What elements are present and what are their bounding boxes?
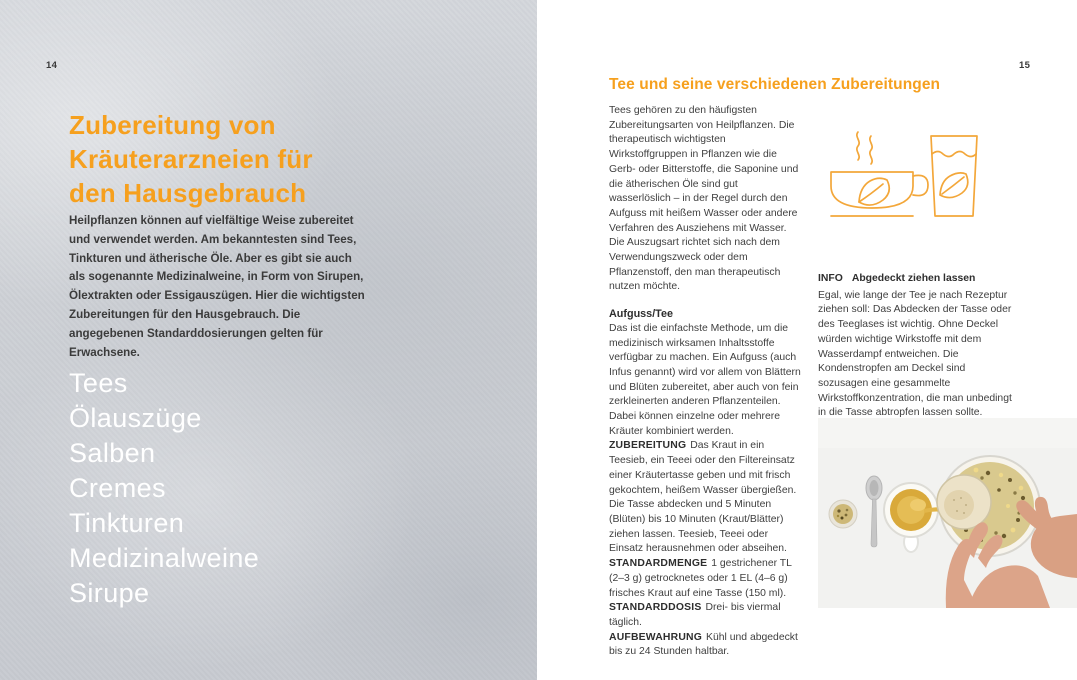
zubereitung-text: Das Kraut in ein Teesieb, ein Teeei oder den Filtereinsatz einer Kräutertasse geben und mit frisch gekochtem, heißem Wasser übergießen. Die Tasse abdecken und 5 Minuten (Blüten) bis 10 Minuten (Kraut/Blätter) ziehen lassen. Teesieb, Teeei oder Einsatz herausnehmen oder abseihen. bbox=[609, 440, 797, 555]
list-item-tees: Tees bbox=[69, 368, 128, 398]
tea-pouring-illustration bbox=[818, 418, 1077, 608]
page-number-right: 15 bbox=[1019, 60, 1031, 71]
chapter-title bbox=[69, 108, 313, 210]
list-item-medizinalweine: Medizinalweine bbox=[69, 543, 260, 573]
standardmenge-text: 1 gestrichener TL (2–3 g) getrocknetes oder 1 EL (4–6 g) frisches Kraut auf eine Tasse (150 ml). bbox=[609, 558, 792, 599]
teacup-and-glass-illustration bbox=[827, 128, 983, 238]
info-heading: Abgedeckt ziehen lassen bbox=[851, 273, 976, 284]
standarddosis-label: STANDARDDOSIS bbox=[609, 602, 702, 614]
info-label: INFO bbox=[818, 273, 843, 284]
photo-tea-pouring bbox=[818, 418, 1077, 608]
info-heading-row bbox=[818, 272, 1018, 287]
herb-cup bbox=[829, 500, 857, 528]
standardmenge-run bbox=[609, 557, 801, 601]
right-page bbox=[537, 0, 1077, 680]
zubereitung-label: ZUBEREITUNG bbox=[609, 440, 687, 452]
chapter-intro: Heilpflanzen können auf vielfältige Weise zubereitet und verwendet werden. Am bekanntesten sind Tees, Tinkturen und ätherische Öle. Aber es gibt sie auch als sogenannte Medizinalweine, in Form von Sirupen, Ölextrakten oder Essigauszügen. Hier die wichtigsten Zubereitungen für den Hausgebrauch. Die angegebenen Standarddosierungen gelten für Erwachsene. bbox=[69, 214, 365, 359]
section-heading-aufguss-tee: Aufguss/Tee bbox=[609, 308, 673, 321]
standarddosis-run bbox=[609, 601, 801, 630]
chapter-title-line-2: Kräuterarzneien für bbox=[69, 144, 313, 174]
aufbewahrung-run bbox=[609, 631, 801, 660]
article-intro: Tees gehören zu den häufigsten Zubereitungsarten von Heilpflanzen. Die therapeutisch wichtigsten Wirkstoffgruppen in Pflanzen wie die Gerb- oder Bitterstoffe, die Saponine und die ätherischen Öle sind gut wasserlöslich – in der Regel durch den Aufguss mit heißem Wasser oder andere Verfahren des Ausziehens mit Wasser. Die Auszugsart richtet sich nach dem Verwendungszweck oder dem Pflanzenstoff, den man therapeutisch nutzen möchte. bbox=[609, 105, 799, 293]
list-item-tinkturen: Tinkturen bbox=[69, 508, 185, 538]
standardmenge-label: STANDARDMENGE bbox=[609, 558, 708, 570]
aufbewahrung-label: AUFBEWAHRUNG bbox=[609, 631, 703, 643]
list-item-salben: Salben bbox=[69, 438, 156, 468]
chapter-contents-list bbox=[69, 366, 259, 611]
chapter-title-line-3: den Hausgebrauch bbox=[69, 178, 307, 208]
info-body: Egal, wie lange der Tee je nach Rezeptur ziehen soll: Das Abdecken der Tasse oder des Teeglases ist wichtig. Ohne Deckel würden wichtige Wirkstoffe mit dem Wasserdampf entweichen. Die Kondenstropfen am Deckel sind sozusagen eine gesammelte Wirkstoffkonzentration, die man unbedingt in die Tasse abtropfen lassen sollte. bbox=[818, 289, 1012, 419]
section-body: Das ist die einfachste Methode, um die medizinisch wirksamen Inhaltsstoffe verfügbar zu machen. Ein Aufguss (auch Infus genannt) wird vor allem von Blättern und Blüten zubereitet, aber auch von fein zerkleinerten anderen Pflanzenteilen. Dabei können einzelne oder mehrere Kräuter kombiniert werden. bbox=[609, 322, 801, 437]
page-number-left: 14 bbox=[46, 60, 58, 71]
list-item-cremes: Cremes bbox=[69, 473, 166, 503]
text-column-1 bbox=[609, 104, 801, 660]
list-item-sirupe: Sirupe bbox=[69, 578, 150, 608]
left-page bbox=[0, 0, 537, 680]
chapter-title-line-1: Zubereitung von bbox=[69, 110, 276, 140]
zubereitung-run bbox=[609, 439, 801, 557]
standarddosis-text: Drei- bis viermal täglich. bbox=[609, 602, 781, 628]
aufbewahrung-text: Kühl und abgedeckt bis zu 24 Stunden haltbar. bbox=[609, 631, 798, 658]
tea-icons bbox=[827, 128, 983, 238]
teacup-icon bbox=[831, 172, 928, 216]
tea-glass-icon bbox=[931, 136, 977, 216]
list-item-oelauszuege: Ölauszüge bbox=[69, 403, 202, 433]
steam-icon bbox=[857, 132, 872, 164]
article-heading: Tee und seine verschiedenen Zubereitungen bbox=[609, 76, 941, 93]
info-box bbox=[818, 272, 1018, 421]
